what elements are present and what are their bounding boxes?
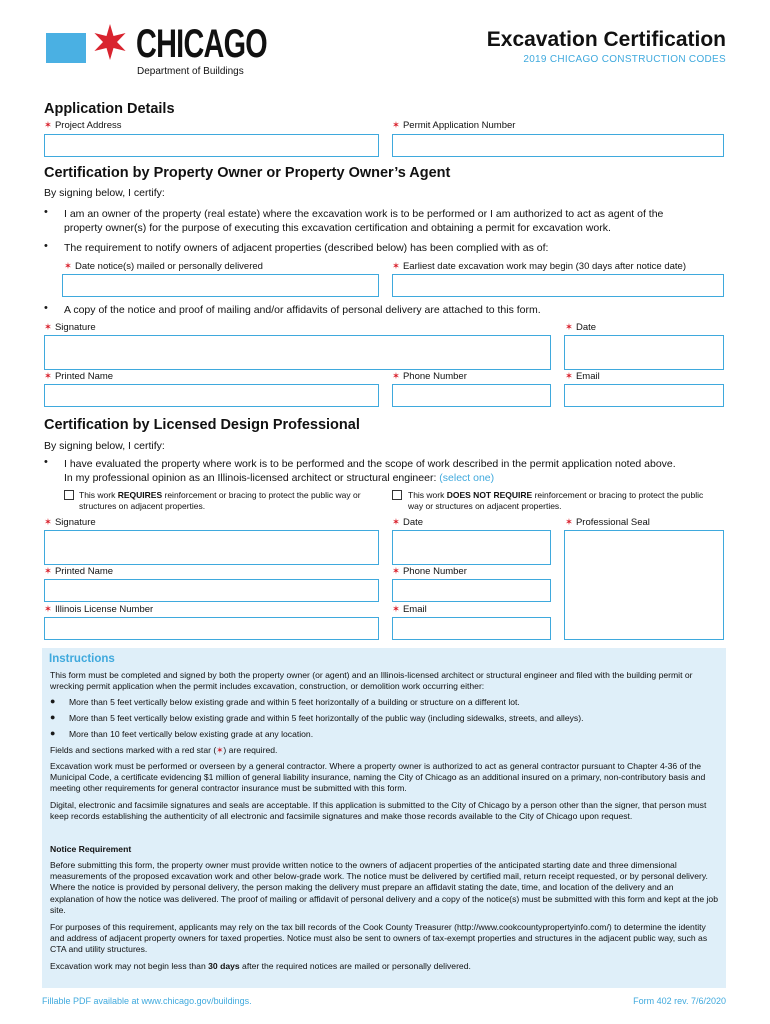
professional-certification-heading: Certification by Licensed Design Professional	[44, 417, 360, 433]
footer-fillable-link[interactable]: Fillable PDF available at www.chicago.gov/buildings.	[42, 996, 252, 1006]
required-star-icon: ✶	[44, 566, 52, 577]
license-number-label: ✶ Illinois License Number	[44, 604, 154, 615]
professional-phone-input[interactable]	[392, 579, 551, 602]
instructions-p2: Excavation work must be performed or overseen by a general contractor. Where a property owner is authorized to act as general contractor pursuant to Chapter 4-36 of the Municipal Code, a certificate evidencing $1 million of general liability insurance, naming the City of Chicago as an additional insured on a primary, non-contributory basis and meeting other requirements for general contractor insurance must be submitted with this form.	[50, 761, 706, 794]
instructions-panel	[42, 648, 726, 988]
page-subtitle: 2019 CHICAGO CONSTRUCTION CODES	[523, 54, 726, 65]
owner-phone-label: ✶ Phone Number	[392, 371, 467, 382]
page-title: Excavation Certification	[486, 28, 726, 51]
requires-reinforcement-label: This work REQUIRES reinforcement or bracing to protect the public way or structures on adjacent properties.	[79, 490, 361, 511]
required-star-icon: ✶	[44, 371, 52, 382]
bullet-icon: ●	[50, 712, 56, 722]
bullet-icon: •	[44, 240, 48, 252]
required-star-icon: ✶	[44, 322, 52, 333]
required-star-icon: ✶	[392, 604, 400, 615]
logo-department: Department of Buildings	[137, 66, 244, 77]
instructions-p4: Before submitting this form, the property owner must provide written notice to the owners of adjacent properties of the anticipated starting date and three dimensional measurements of the proposed excavation work and other below-grade work. The notice must be delivered by certified mail, return receipt requested, or by personal delivery. Where the notice is provided by personal delivery, the person making the delivery must prepare an affidavit stating the date, time, and location of the delivery and an explanation of how the notice was delivered. The proof of mailing or affidavit of personal delivery and a copy of the notice(s) must be submitted with this form and kept at the job site.	[50, 860, 718, 915]
owner-email-input[interactable]	[564, 384, 724, 407]
bullet-icon: ●	[50, 728, 56, 738]
instructions-title: Instructions	[49, 653, 115, 665]
owner-printed-name-input[interactable]	[44, 384, 379, 407]
not-requires-reinforcement-label: This work DOES NOT REQUIRE reinforcement or bracing to protect the public way or structures on adjacent properties.	[408, 490, 704, 511]
project-address-input[interactable]	[44, 134, 379, 157]
professional-date-input[interactable]	[392, 530, 551, 565]
owner-bullet-2: The requirement to notify owners of adjacent properties (described below) has been complied with as of:	[64, 242, 549, 254]
professional-seal-label: ✶ Professional Seal	[565, 517, 650, 528]
owner-phone-input[interactable]	[392, 384, 551, 407]
professional-email-input[interactable]	[392, 617, 551, 640]
permit-number-label: ✶ Permit Application Number	[392, 120, 516, 131]
instructions-bullet-1: More than 5 feet vertically below existing grade and within 5 feet horizontally of a building or structure on a different lot.	[69, 697, 520, 707]
required-star-icon: ✶	[44, 120, 52, 131]
instructions-p6: Excavation work may not begin less than 30 days after the required notices are mailed or personally delivered.	[50, 961, 471, 971]
date-notice-label: ✶ Date notice(s) mailed or personally delivered	[64, 261, 263, 272]
professional-seal-box[interactable]	[564, 530, 724, 640]
required-star-icon: ✶	[392, 517, 400, 528]
permit-number-input[interactable]	[392, 134, 724, 157]
owner-date-label: ✶ Date	[565, 322, 597, 333]
chicago-flag-square	[46, 33, 86, 63]
owner-bullet-1: I am an owner of the property (real estate) where the excavation work is to be performed or I am authorized to act as agent of the property owner(s) for the purpose of executing this excavation certification and obtaining a permit for excavation work.	[64, 208, 664, 234]
professional-signature-input[interactable]	[44, 530, 379, 565]
owner-signature-input[interactable]	[44, 335, 551, 370]
required-star-icon: ✶	[392, 566, 400, 577]
date-notice-input[interactable]	[62, 274, 379, 297]
professional-bullet: I have evaluated the property where work is to be performed and the scope of work described in the permit application noted above. In my professional opinion as an Illinois-licensed architect or structural engineer: (select one)	[64, 458, 676, 484]
select-one-note: (select one)	[439, 472, 495, 484]
application-heading: Application Details	[44, 101, 175, 117]
required-star-icon: ✶	[64, 261, 72, 272]
professional-intro: By signing below, I certify:	[44, 440, 165, 452]
owner-date-input[interactable]	[564, 335, 724, 370]
bullet-icon: ●	[50, 696, 56, 706]
logo-wordmark: CHICAGO	[136, 22, 267, 66]
instructions-p3: Digital, electronic and facsimile signatures and seals are acceptable. If this application is submitted to the City of Chicago by a person other than the signer, that person must keep records establishing the authenticity of all electronic and facsimile signatures and make those records available to the City of Chicago upon request.	[50, 800, 707, 822]
license-number-input[interactable]	[44, 617, 379, 640]
owner-email-label: ✶ Email	[565, 371, 600, 382]
bullet-icon: •	[44, 302, 48, 314]
owner-intro: By signing below, I certify:	[44, 187, 165, 199]
required-star-icon: ✶	[44, 604, 52, 615]
instructions-p5: For purposes of this requirement, applicants may rely on the tax bill records of the Cook County Treasurer (http://www.cookcountypropertyinfo.com/) to determine the identity and address of adjacent property owners for taxed properties. Notice must also be sent to owners of tax-exempt properties and structures in the adjacent public way, such as CTA and utility structures.	[50, 922, 708, 955]
notice-requirement-heading: Notice Requirement	[50, 844, 132, 854]
owner-signature-label: ✶ Signature	[44, 322, 96, 333]
earliest-date-input[interactable]	[392, 274, 724, 297]
professional-phone-label: ✶ Phone Number	[392, 566, 467, 577]
instructions-bullet-3: More than 10 feet vertically below existing grade at any location.	[69, 729, 314, 739]
owner-bullet-3: A copy of the notice and proof of mailing and/or affidavits of personal delivery are attached to this form.	[64, 304, 541, 316]
professional-email-label: ✶ Email	[392, 604, 427, 615]
bullet-icon: •	[44, 206, 48, 218]
earliest-date-label: ✶ Earliest date excavation work may begin (30 days after notice date)	[392, 261, 687, 272]
required-star-icon: ✶	[565, 371, 573, 382]
required-star-icon: ✶	[216, 745, 224, 755]
professional-date-label: ✶ Date	[392, 517, 424, 528]
required-star-icon: ✶	[565, 517, 573, 528]
chicago-star-icon	[90, 22, 130, 62]
not-requires-reinforcement-checkbox[interactable]	[392, 490, 402, 500]
bullet-icon: •	[44, 456, 48, 468]
required-star-icon: ✶	[565, 322, 573, 333]
required-star-icon: ✶	[392, 371, 400, 382]
professional-printed-name-label: ✶ Printed Name	[44, 566, 114, 577]
required-star-icon: ✶	[44, 517, 52, 528]
required-star-icon: ✶	[392, 120, 400, 131]
footer-form-number: Form 402 rev. 7/6/2020	[633, 996, 726, 1006]
instructions-p1: This form must be completed and signed by both the property owner (or agent) and an Illinois-licensed architect or structural engineer and filed with the building permit or wrecking permit application when the permit includes excavation, construction, or demolition work occurring either:	[50, 670, 693, 692]
professional-signature-label: ✶ Signature	[44, 517, 96, 528]
owner-certification-heading: Certification by Property Owner or Property Owner’s Agent	[44, 165, 451, 181]
owner-printed-name-label: ✶ Printed Name	[44, 371, 114, 382]
project-address-label: ✶ Project Address	[44, 120, 122, 131]
instructions-bullet-2: More than 5 feet vertically below existing grade and within 5 feet horizontally of the public way (including sidewalks, streets, and alleys).	[69, 713, 584, 723]
instructions-required-note: Fields and sections marked with a red star (✶) are required.	[50, 745, 278, 755]
professional-printed-name-input[interactable]	[44, 579, 379, 602]
requires-reinforcement-checkbox[interactable]	[64, 490, 74, 500]
required-star-icon: ✶	[392, 261, 400, 272]
